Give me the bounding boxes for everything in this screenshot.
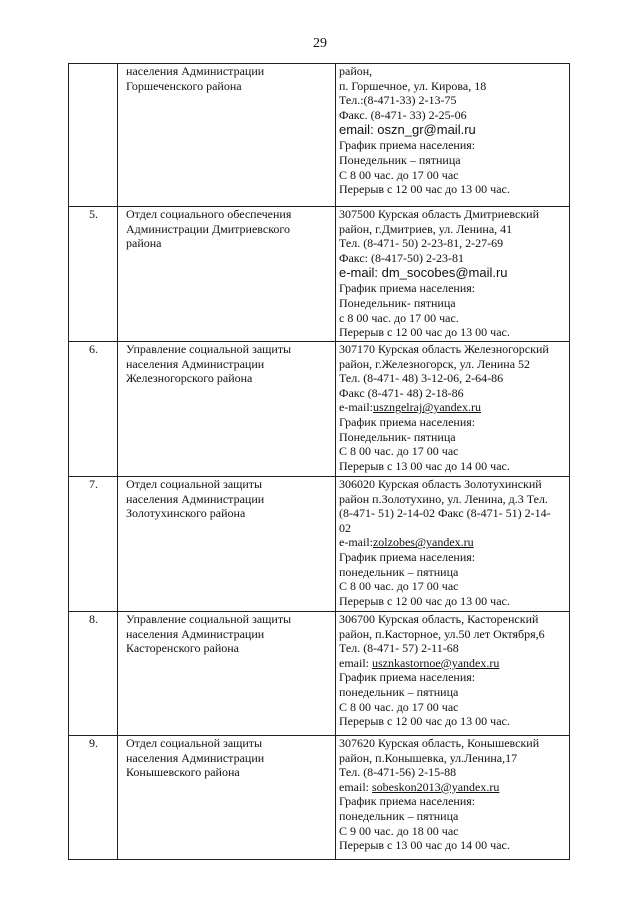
department-name-line: Администрации Дмитриевского — [126, 221, 291, 236]
department-name-cell — [118, 342, 336, 477]
table-body — [69, 64, 570, 860]
address-line: 306020 Курская область Золотухинский — [339, 477, 542, 491]
address-line: район, п.Конышевка, ул.Ленина,17 — [339, 750, 518, 765]
schedule-schedule-title: График приема населения: — [339, 794, 476, 809]
department-name-line: Золотухинского района — [126, 506, 246, 521]
email-label: email: — [339, 655, 372, 670]
row-number: 7. — [69, 477, 118, 612]
table-row — [69, 64, 570, 207]
schedule-break: Перерыв с 13 00 час до 14 00 час. — [339, 458, 510, 473]
email-address-link[interactable]: oszn_gr@mail.ru — [377, 122, 476, 138]
email-address-link[interactable]: usznkastornoe@yandex.ru — [372, 655, 500, 670]
email-address-link[interactable]: sobeskon2013@yandex.ru — [372, 779, 500, 794]
row-number: 6. — [69, 342, 118, 477]
schedule-days: Понедельник- пятница — [339, 429, 456, 444]
department-name-line: Отдел социального обеспечения — [126, 207, 292, 221]
department-name-line: населения Администрации — [126, 626, 265, 641]
email-address-link[interactable]: uszngelraj@yandex.ru — [372, 400, 481, 415]
department-name-line: Отдел социальной защиты — [126, 477, 263, 491]
department-name-line: населения Администрации — [126, 491, 265, 506]
row-number: 5. — [69, 207, 118, 342]
table-row — [69, 612, 570, 736]
email-label: email: — [339, 122, 378, 138]
address-line: Факс. (8-471- 33) 2-25-06 — [339, 107, 467, 122]
schedule-break: Перерыв с 13 00 час до 14 00 час. — [339, 838, 510, 853]
schedule-break: Перерыв с 12 00 час до 13 00 час. — [339, 325, 510, 340]
address-line: Тел. (8-471- 48) 3-12-06, 2-64-86 — [339, 371, 504, 386]
schedule-hours: С 8 00 час. до 17 00 час — [339, 579, 459, 594]
address-line: 307500 Курская область Дмитриевский — [339, 207, 540, 221]
email-line — [339, 400, 567, 415]
address-line: Тел. (8-471- 50) 2-23-81, 2-27-69 — [339, 236, 504, 251]
department-name-cell — [118, 736, 336, 860]
department-name-line: района — [126, 236, 162, 251]
department-name-line: населения Администрации — [126, 750, 265, 765]
contact-info-cell — [336, 64, 570, 207]
address-line: Тел. (8-471-56) 2-15-88 — [339, 765, 457, 780]
schedule-hours: С 9 00 час. до 18 00 час — [339, 823, 459, 838]
schedule-days: понедельник – пятница — [339, 808, 459, 823]
schedule-hours: С 8 00 час. до 17 00 час — [339, 699, 459, 714]
table-row — [69, 342, 570, 477]
contact-info-cell — [336, 736, 570, 860]
address-line: п. Горшечное, ул. Кирова, 18 — [339, 78, 487, 93]
address-line: район, — [339, 64, 373, 78]
table-row — [69, 477, 570, 612]
table-row — [69, 207, 570, 342]
address-line: 307170 Курская область Железногорский — [339, 342, 549, 356]
address-line: 306700 Курская область, Касторенский — [339, 612, 539, 626]
email-line — [339, 265, 567, 281]
address-line: район п.Золотухино, ул. Ленина, д.3 Тел. — [339, 491, 548, 506]
department-name-cell — [118, 64, 336, 207]
department-name-line: Управление социальной защиты — [126, 612, 292, 626]
schedule-schedule-title: График приема населения: — [339, 414, 476, 429]
schedule-schedule-title: График приема населения: — [339, 549, 476, 564]
schedule-hours: С 8 00 час. до 17 00 час — [339, 444, 459, 459]
row-number: 8. — [69, 612, 118, 736]
schedule-schedule-title: График приема населения: — [339, 138, 476, 153]
department-name-line: Железногорского района — [126, 371, 253, 386]
email-line — [339, 780, 567, 795]
schedule-days: понедельник – пятница — [339, 564, 459, 579]
schedule-days: Понедельник – пятница — [339, 152, 461, 167]
department-name-line: Конышевского района — [126, 765, 240, 780]
schedule-days: понедельник – пятница — [339, 684, 459, 699]
address-line: район, г.Железногорск, ул. Ленина 52 — [339, 356, 531, 371]
contact-info-cell — [336, 612, 570, 736]
row-number — [69, 64, 118, 207]
address-line: Факс (8-471- 48) 2-18-86 — [339, 385, 464, 400]
department-name-cell — [118, 477, 336, 612]
email-label: email: — [339, 779, 372, 794]
email-address-link[interactable]: dm_socobes@mail.ru — [381, 265, 508, 281]
schedule-schedule-title: График приема населения: — [339, 281, 476, 296]
page-number: 29 — [313, 36, 327, 51]
contact-info-cell — [336, 207, 570, 342]
address-line: (8-471- 51) 2-14-02 Факс (8-471- 51) 2-14- — [339, 506, 551, 521]
schedule-schedule-title: График приема населения: — [339, 670, 476, 685]
contact-info-cell — [336, 342, 570, 477]
schedule-hours: с 8 00 час. до 17 00 час. — [339, 310, 459, 325]
address-line: 02 — [339, 520, 351, 535]
social-services-table — [68, 63, 570, 860]
address-line: Факс: (8-417-50) 2-23-81 — [339, 250, 464, 265]
contact-info-cell — [336, 477, 570, 612]
email-line — [339, 535, 567, 550]
department-name-line: населения Администрации — [126, 64, 265, 78]
schedule-break: Перерыв с 12 00 час до 13 00 час. — [339, 714, 510, 729]
schedule-break: Перерыв с 12 00 час до 13 00 час. — [339, 593, 510, 608]
address-line: район, г.Дмитриев, ул. Ленина, 41 — [339, 221, 513, 236]
department-name-cell — [118, 612, 336, 736]
email-address-link[interactable]: zolzobes@yandex.ru — [372, 535, 474, 550]
address-line: Тел.:(8-471-33) 2-13-75 — [339, 93, 457, 108]
address-line: 307620 Курская область, Конышевский — [339, 736, 540, 750]
department-name-line: Управление социальной защиты — [126, 342, 292, 356]
email-label: e-mail: — [339, 265, 382, 281]
department-name-line: Горшеченского района — [126, 78, 242, 93]
table-row — [69, 736, 570, 860]
row-number: 9. — [69, 736, 118, 860]
email-label: e-mail: — [339, 535, 373, 550]
department-name-line: Отдел социальной защиты — [126, 736, 263, 750]
address-line: Тел. (8-471- 57) 2-11-68 — [339, 641, 459, 656]
address-line: район, п.Касторное, ул.50 лет Октября,6 — [339, 626, 545, 641]
email-label: e-mail: — [339, 400, 373, 415]
schedule-days: Понедельник- пятница — [339, 295, 456, 310]
email-line — [339, 122, 567, 138]
department-name-line: Касторенского района — [126, 641, 239, 656]
schedule-break: Перерыв с 12 00 час до 13 00 час. — [339, 182, 510, 197]
schedule-hours: С 8 00 час. до 17 00 час — [339, 167, 459, 182]
email-line — [339, 656, 567, 671]
department-name-cell — [118, 207, 336, 342]
department-name-line: населения Администрации — [126, 356, 265, 371]
